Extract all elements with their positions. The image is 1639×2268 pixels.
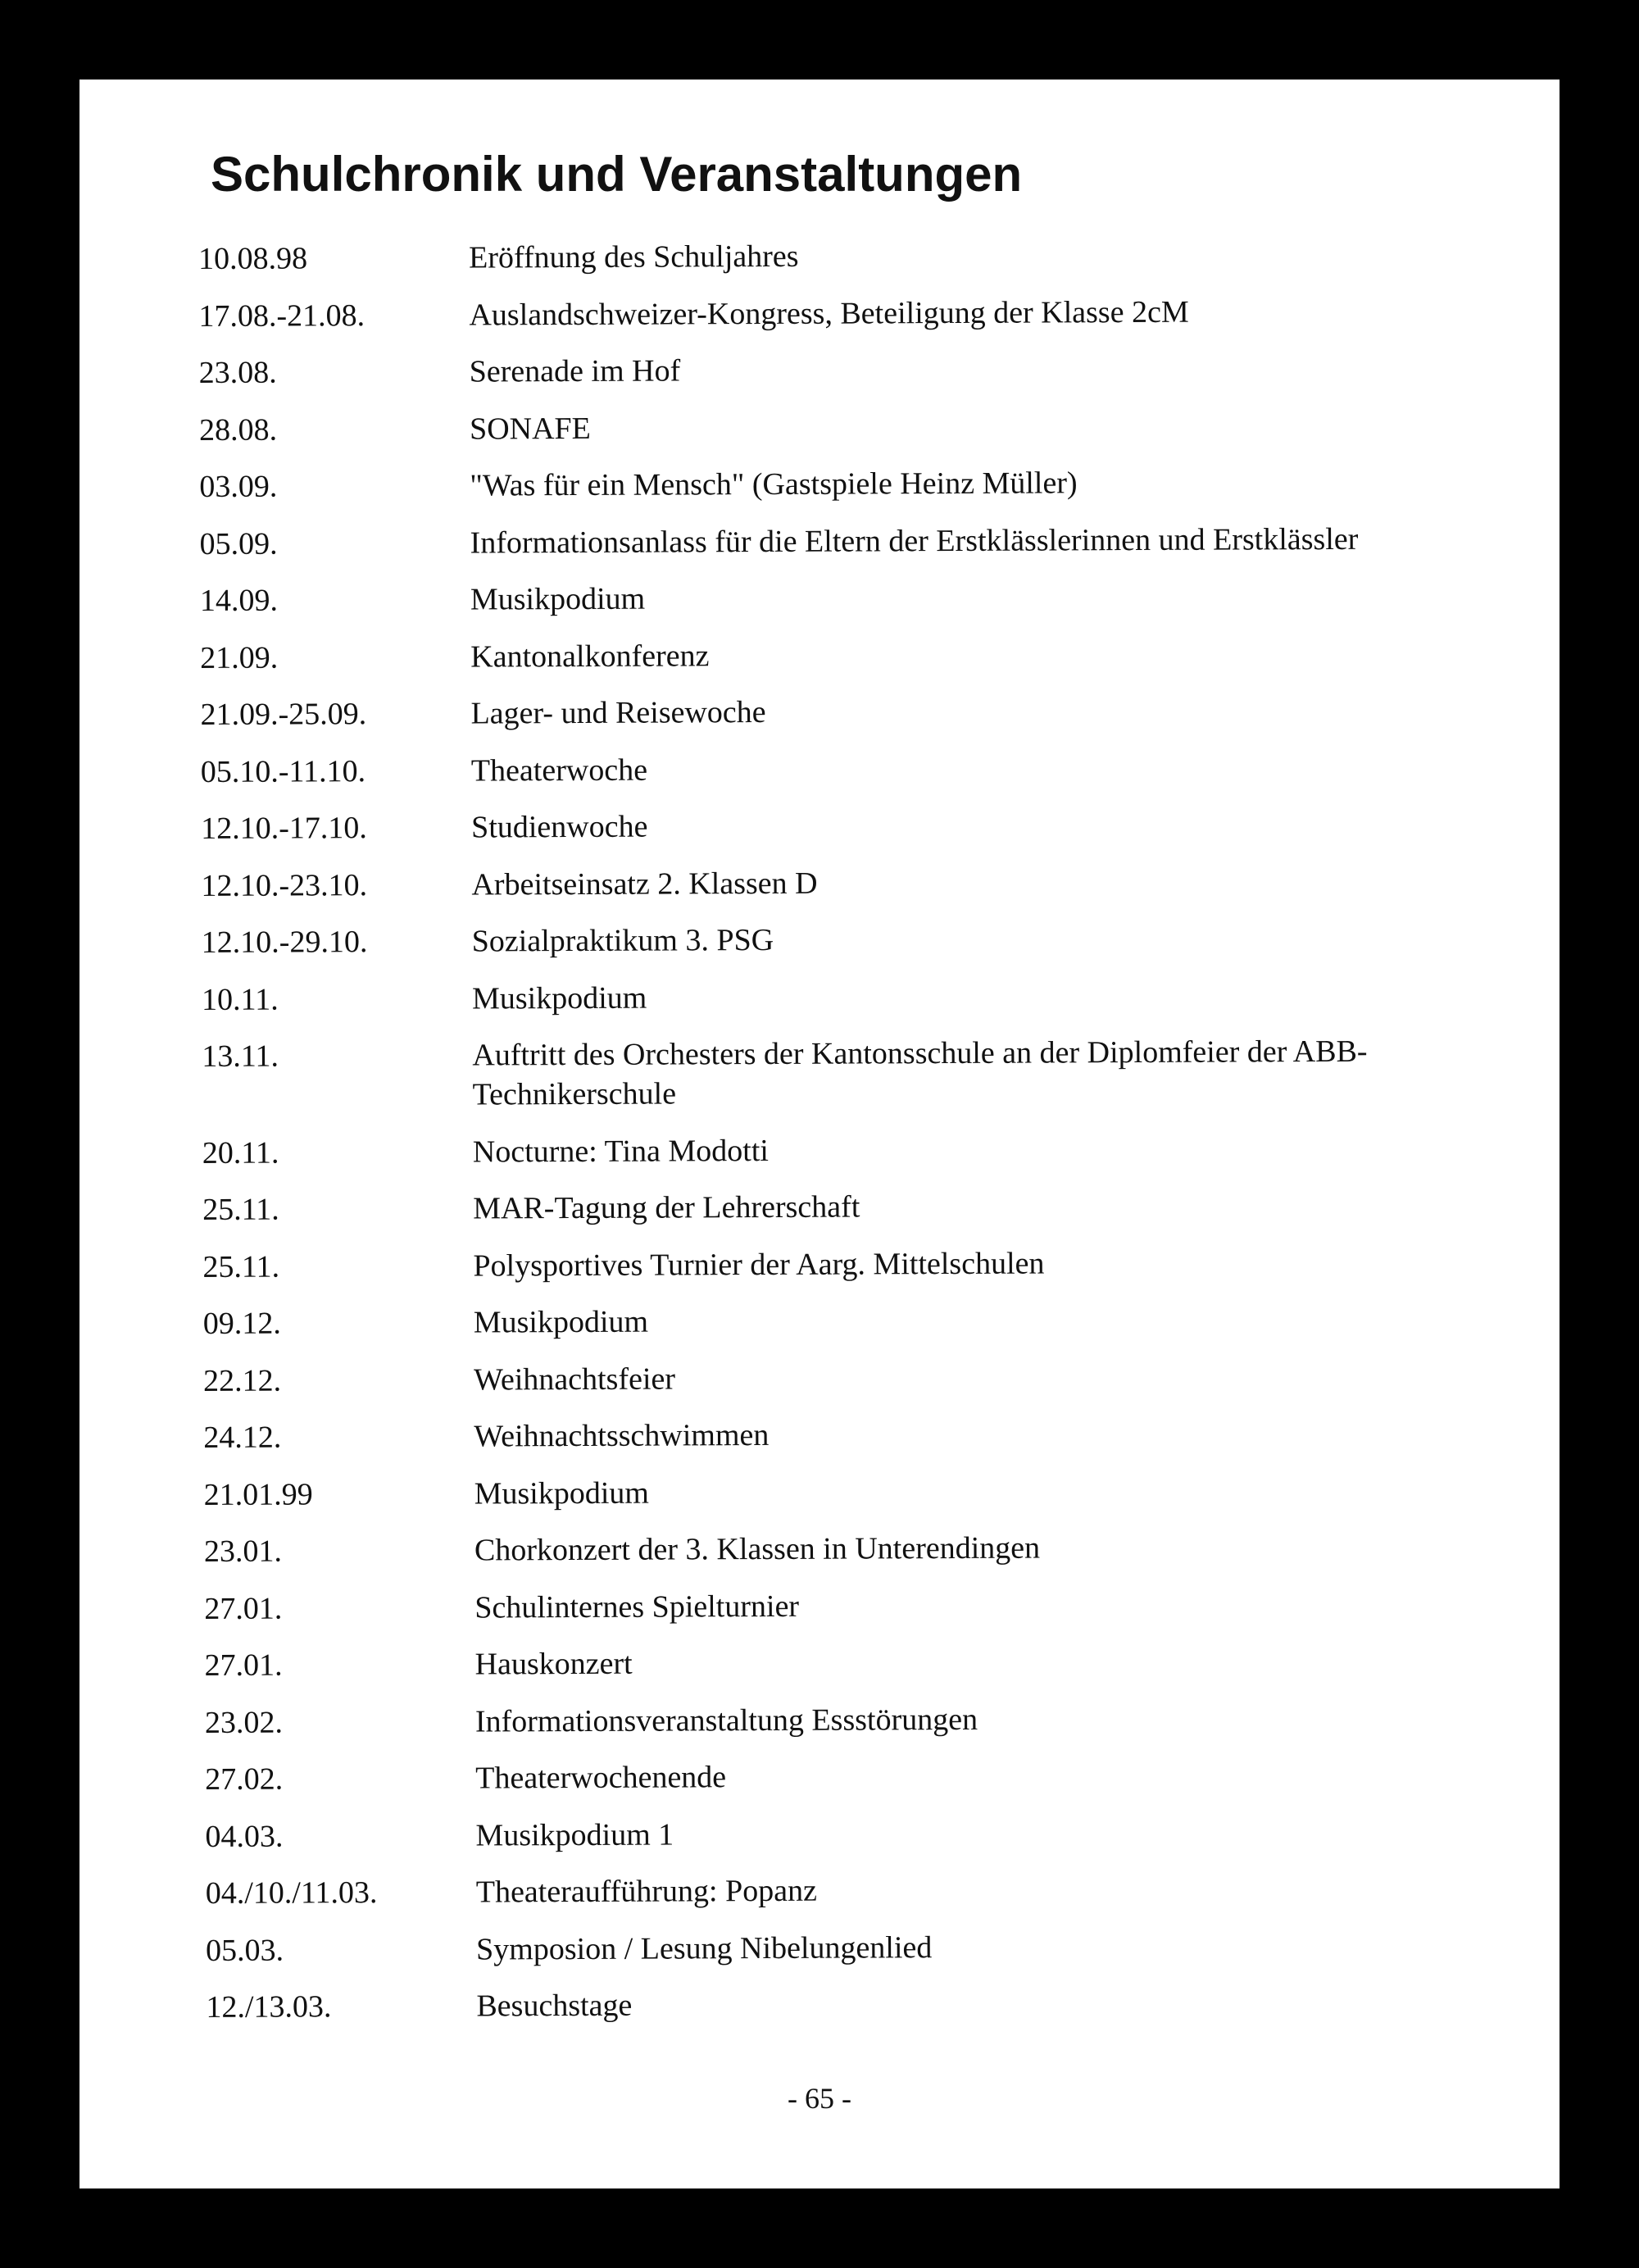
chronicle-entry: [202, 1242, 1514, 1287]
entry-event: Besuchstage: [476, 1988, 633, 2024]
entry-event: Schulinternes Spielturnier: [474, 1589, 800, 1625]
entry-event: SONAFE: [469, 411, 591, 447]
document-page: [79, 80, 1560, 2188]
entry-event: Theaterwochenende: [475, 1760, 727, 1796]
entry-date: 04.03.: [205, 1819, 284, 1854]
chronicle-entry: [201, 861, 1512, 906]
entry-date: 25.11.: [202, 1249, 280, 1284]
entry-event: Informationsveranstaltung Essstörungen: [474, 1702, 978, 1739]
entry-event: Musikpodium: [471, 980, 647, 1016]
entry-event: Studienwoche: [471, 809, 648, 845]
entry-event: Informationsanlass für die Eltern der Erstklässlerinnen und Erstklässler: [470, 521, 1359, 561]
page-title: Schulchronik und Veranstaltungen: [211, 147, 1023, 202]
entry-event: Auftritt des Orchesters der Kantonsschule an der Diplomfeier der ABB-Technikerschule: [472, 1034, 1368, 1112]
chronicle-entry: [203, 1356, 1514, 1401]
entry-date: 12.10.-23.10.: [201, 867, 368, 903]
entry-date: 05.03.: [206, 1933, 284, 1968]
chronicle-entry: [205, 1698, 1516, 1743]
entry-date: 05.10.-11.10.: [200, 753, 366, 789]
chronicle-list: [198, 234, 1518, 2044]
page-number: - 65 -: [788, 2082, 851, 2115]
entry-date: 27.01.: [204, 1648, 283, 1683]
entry-date: 03.09.: [199, 469, 278, 504]
entry-date: 21.01.99: [203, 1476, 313, 1512]
chronicle-entry: [198, 234, 1510, 279]
entry-event: Eröffnung des Schuljahres: [469, 239, 799, 275]
entry-event: Hauskonzert: [474, 1646, 633, 1682]
chronicle-entry: [200, 575, 1511, 620]
entry-event: Nocturne: Tina Modotti: [472, 1133, 769, 1170]
chronicle-entry: [202, 917, 1513, 962]
chronicle-entry: [206, 1925, 1517, 1970]
entry-event: Sozialpraktikum 3. PSG: [471, 922, 774, 959]
chronicle-entry: [200, 689, 1511, 734]
entry-event: Lager- und Reisewoche: [470, 694, 766, 731]
chronicle-entry: [206, 1982, 1517, 2027]
chronicle-entry: [205, 1811, 1516, 1857]
entry-event: Polysportives Turnier der Aarg. Mittelschulen: [473, 1246, 1045, 1284]
entry-date: 21.09.-25.09.: [200, 697, 367, 732]
entry-date: 23.02.: [204, 1705, 283, 1740]
chronicle-entry: [203, 1298, 1514, 1343]
entry-event: Musikpodium 1: [475, 1816, 674, 1853]
entry-date: 13.11.: [202, 1039, 279, 1074]
entry-date: 10.08.98: [198, 241, 308, 276]
entry-event: Chorkonzert der 3. Klassen in Unterendingen: [474, 1530, 1041, 1568]
chronicle-entry: [198, 291, 1510, 336]
entry-date: 25.11.: [202, 1192, 279, 1227]
entry-event: Theaterwoche: [470, 752, 648, 789]
entry-event: Musikpodium: [474, 1475, 650, 1511]
entry-date: 09.12.: [202, 1306, 281, 1341]
chronicle-entry: [202, 1031, 1513, 1116]
entry-date: 21.09.: [200, 640, 279, 675]
entry-event: Theateraufführung: Popanz: [475, 1873, 817, 1910]
entry-event: Weihnachtsschwimmen: [474, 1417, 770, 1454]
entry-date: 24.12.: [203, 1420, 282, 1455]
entry-event: Musikpodium: [470, 581, 646, 617]
chronicle-entry: [206, 1868, 1517, 1913]
chronicle-entry: [205, 1754, 1516, 1799]
entry-event: Symposion / Lesung Nibelungenlied: [476, 1929, 933, 1967]
entry-event: "Was für ein Mensch" (Gastspiele Heinz Müller): [470, 466, 1078, 503]
chronicle-entry: [204, 1470, 1515, 1515]
entry-date: 14.09.: [199, 583, 279, 618]
entry-date: 12.10.-17.10.: [201, 811, 367, 846]
chronicle-entry: [204, 1526, 1515, 1571]
entry-date: 17.08.-21.08.: [198, 298, 365, 334]
chronicle-entry: [201, 747, 1512, 792]
entry-date: 23.01.: [203, 1534, 283, 1569]
chronicle-entry: [204, 1584, 1515, 1629]
entry-date: 23.08.: [198, 355, 277, 390]
entry-event: Serenade im Hof: [469, 353, 681, 389]
entry-date: 20.11.: [202, 1135, 279, 1170]
chronicle-entry: [201, 803, 1512, 848]
entry-date: 10.11.: [201, 982, 279, 1017]
chronicle-entry: [204, 1640, 1515, 1685]
chronicle-entry: [202, 975, 1513, 1020]
entry-date: 27.01.: [204, 1591, 283, 1626]
entry-date: 12./13.03.: [206, 1989, 332, 2025]
entry-event: Auslandschweizer-Kongress, Beteiligung der Klasse 2cM: [469, 294, 1189, 333]
chronicle-entry: [203, 1412, 1514, 1457]
entry-event: Weihnachtsfeier: [473, 1361, 676, 1398]
entry-date: 22.12.: [202, 1363, 282, 1398]
chronicle-entry: [199, 348, 1510, 393]
chronicle-entry: [200, 633, 1511, 678]
entry-date: 04./10./11.03.: [205, 1875, 378, 1911]
chronicle-entry: [199, 461, 1510, 507]
entry-date: 12.10.-29.10.: [201, 925, 368, 960]
entry-event: Musikpodium: [473, 1304, 649, 1340]
entry-event: Kantonalkonferenz: [470, 638, 710, 675]
chronicle-entry: [202, 1184, 1514, 1229]
entry-event: Arbeitseinsatz 2. Klassen D: [471, 866, 818, 902]
entry-date: 27.02.: [205, 1761, 284, 1797]
chronicle-entry: [200, 519, 1511, 564]
entry-event: MAR-Tagung der Lehrerschaft: [473, 1189, 860, 1226]
chronicle-entry: [202, 1128, 1514, 1173]
entry-date: 05.09.: [199, 526, 278, 561]
chronicle-entry: [199, 405, 1510, 450]
entry-date: 28.08.: [198, 412, 278, 448]
